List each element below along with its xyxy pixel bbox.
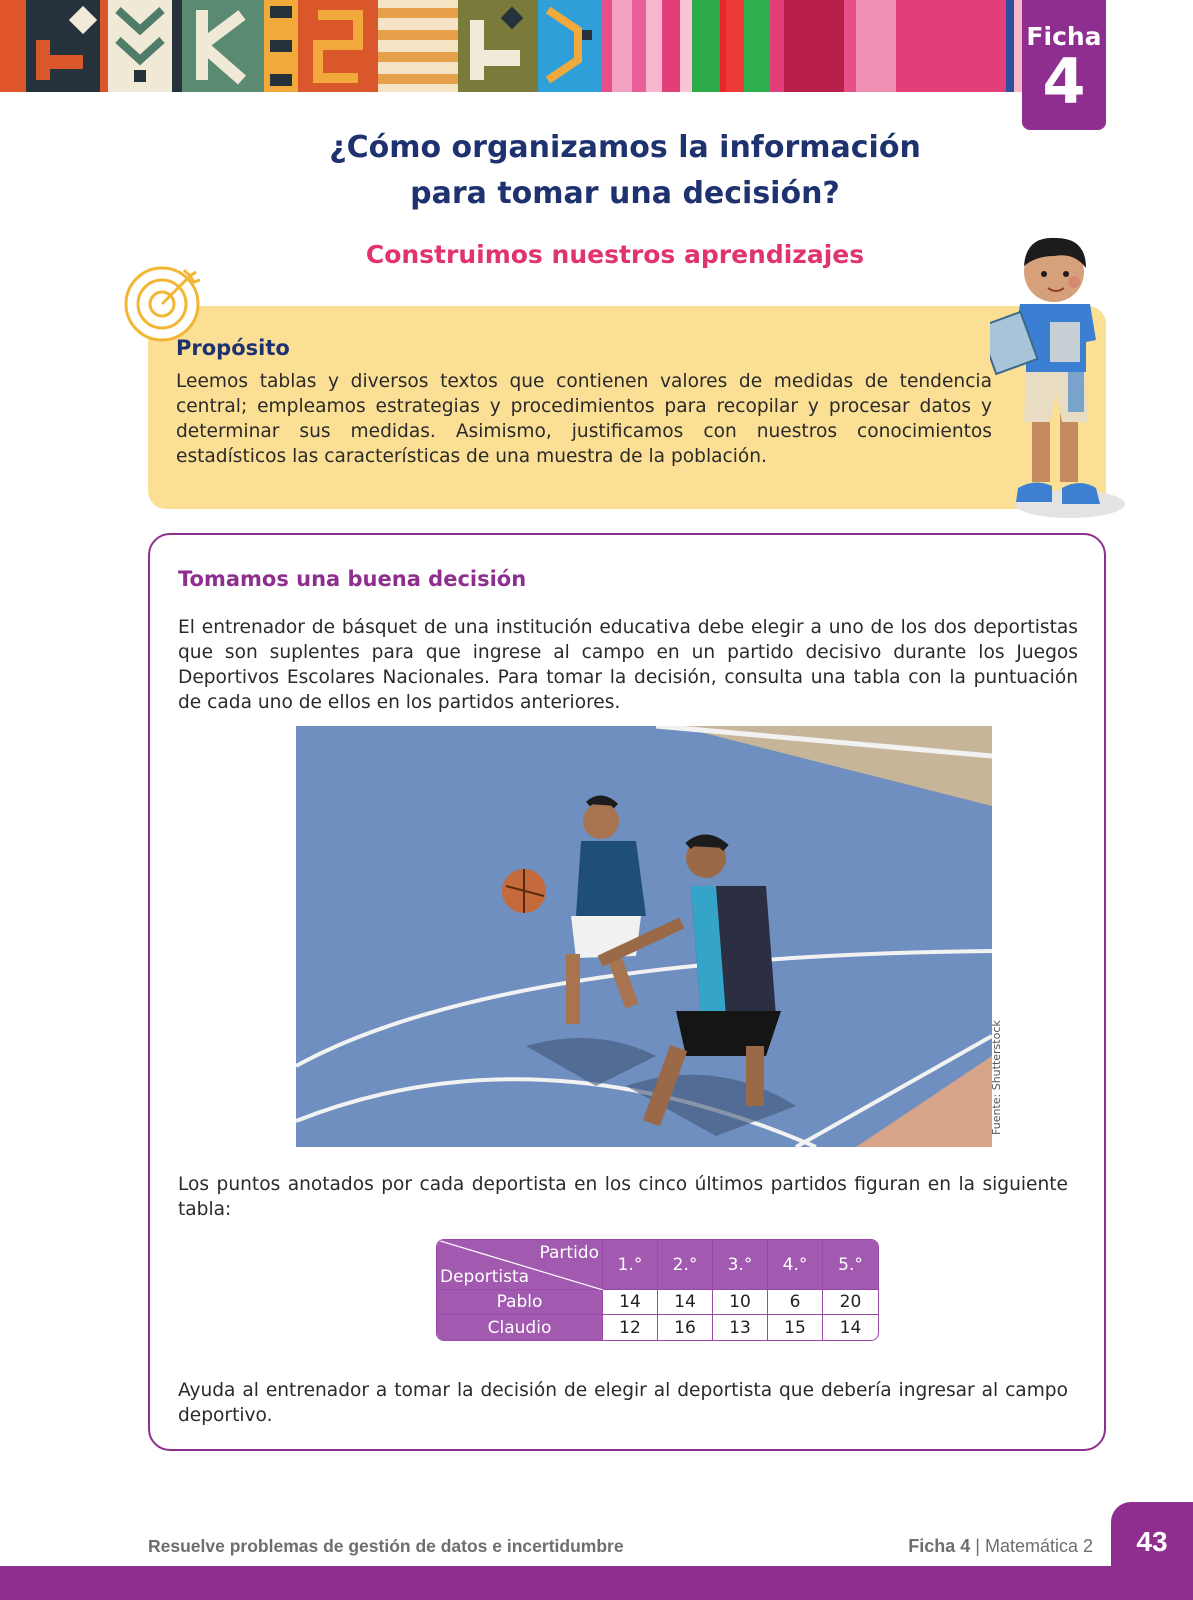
- purpose-text: Leemos tablas y diversos textos que contienen valores de medidas de tendencia central; empleamos estrategias y procedimientos para recopilar y procesar datos y determinar sus medidas. Asimismo, justificamos con nuestros conocimientos estadísticos las características de una muestra de la población.: [176, 371, 992, 467]
- boy-illustration: [990, 222, 1130, 522]
- row-name: Pablo: [437, 1290, 603, 1315]
- banner-pattern-block: [298, 0, 378, 92]
- banner-stripe: [770, 0, 784, 92]
- target-icon: [124, 262, 204, 342]
- corner-partido-label: Partido: [539, 1243, 599, 1263]
- purpose-heading: Propósito: [176, 336, 290, 360]
- table-cell: 14: [658, 1290, 713, 1315]
- banner-stripe: [744, 0, 770, 92]
- page-subtitle: Construimos nuestros aprendizajes: [365, 240, 865, 269]
- page-number: 43: [1111, 1502, 1193, 1600]
- banner-pattern-block: [108, 0, 172, 92]
- activity-card: [148, 533, 1106, 1451]
- banner-stripe: [264, 0, 298, 92]
- banner-stripe: [602, 0, 612, 92]
- banner-stripe: [896, 0, 1006, 92]
- banner-llama-block: [458, 0, 538, 92]
- column-header: 4.°: [768, 1240, 823, 1290]
- ficha-label: Ficha: [1026, 22, 1102, 51]
- banner-stripe: [662, 0, 680, 92]
- column-header: 2.°: [658, 1240, 713, 1290]
- table-cell: 13: [713, 1315, 768, 1340]
- basketball-photo: [296, 726, 992, 1147]
- header-banner: [0, 0, 1193, 92]
- column-header: 1.°: [603, 1240, 658, 1290]
- table-cell: 14: [839, 1317, 862, 1338]
- table-cell: 20: [823, 1290, 878, 1315]
- footer-book-ref: [908, 1536, 1093, 1557]
- footer-subject: Matemática 2: [984, 1536, 1093, 1556]
- ficha-tab: [1022, 0, 1106, 130]
- table-cell: 14: [603, 1290, 658, 1315]
- column-header: 3.°: [713, 1240, 768, 1290]
- corner-deportista-label: Deportista: [440, 1267, 530, 1287]
- table-cell: 16: [658, 1315, 713, 1340]
- table-row: [437, 1315, 878, 1340]
- points-table: [436, 1239, 879, 1341]
- photo-credit: Fuente: Shutterstock: [990, 1020, 1003, 1135]
- table-row: [437, 1290, 878, 1315]
- section-paragraph-2: Los puntos anotados por cada deportista en los cinco últimos partidos figuran en la siguiente tabla:: [178, 1174, 1068, 1220]
- row-name: Claudio: [437, 1315, 603, 1340]
- table-cell: 6: [768, 1290, 823, 1315]
- banner-stripe: [646, 0, 662, 92]
- banner-pattern-block: [538, 0, 602, 92]
- banner-pattern-block: [182, 0, 264, 92]
- banner-stripe: [784, 0, 844, 92]
- page-title-line1: ¿Cómo organizamos la información: [329, 130, 921, 165]
- table-cell: 15: [768, 1315, 823, 1340]
- footer-separator: |: [970, 1536, 985, 1556]
- banner-pattern-block: [378, 0, 458, 92]
- page-title: [250, 125, 1000, 217]
- banner-stripe: [856, 0, 896, 92]
- banner-stripe: [726, 0, 744, 92]
- banner-stripe: [0, 0, 18, 92]
- page-title-line2: para tomar una decisión?: [410, 176, 840, 211]
- banner-stripe: [632, 0, 646, 92]
- table-cell: 12: [603, 1315, 658, 1340]
- banner-stripe: [692, 0, 720, 92]
- ficha-number: 4: [1042, 45, 1086, 118]
- banner-stripe: [844, 0, 856, 92]
- footer-bar: [0, 1566, 1193, 1600]
- banner-stripe: [612, 0, 632, 92]
- banner-stripe: [1006, 0, 1014, 92]
- banner-stripe: [172, 0, 182, 92]
- table-corner-cell: [437, 1240, 603, 1290]
- footer-competency: Resuelve problemas de gestión de datos e incertidumbre: [148, 1536, 624, 1556]
- table-header-row: [437, 1240, 878, 1290]
- section-paragraph-3: Ayuda al entrenador a tomar la decisión de elegir al deportista que debería ingresar al campo deportivo.: [178, 1380, 1068, 1426]
- section-paragraph-1: El entrenador de básquet de una institución educativa debe elegir a uno de los dos deportistas que son suplentes para que ingrese al campo en un partido decisivo durante los Juegos Deportivos Escolares Nacionales. Para tomar la decisión, consulta una tabla con la puntuación de cada uno de ellos en los partidos anteriores.: [178, 617, 1078, 713]
- footer-ficha: Ficha 4: [908, 1536, 971, 1556]
- section-heading: Tomamos una buena decisión: [178, 567, 527, 591]
- column-header: 5.°: [823, 1240, 878, 1290]
- banner-llama-block: [18, 0, 108, 92]
- banner-stripe: [680, 0, 692, 92]
- table-cell: 10: [713, 1290, 768, 1315]
- purpose-box: [148, 306, 1106, 509]
